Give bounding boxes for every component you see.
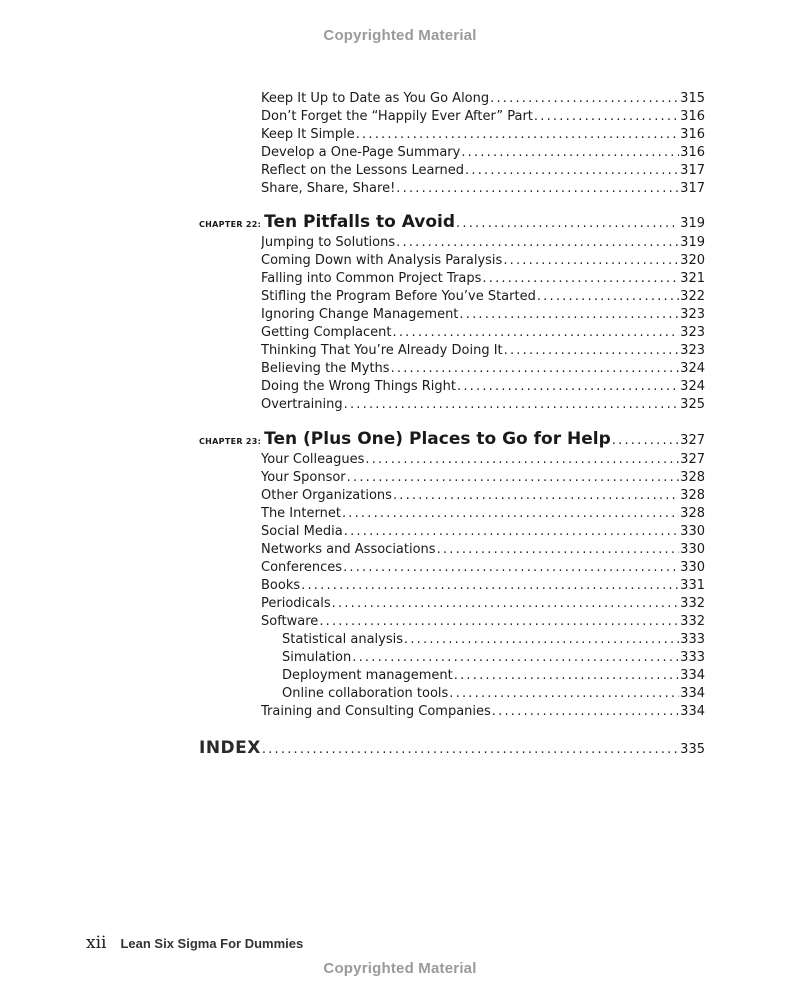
toc-entry[interactable]: Other Organizations ..... 328 [261,487,705,505]
chapter-23-heading[interactable]: CHAPTER 23: Ten (Plus One) Places to Go for Help ..... 327 [199,427,705,451]
toc-entry[interactable]: Coming Down with Analysis Paralysis ..... 320 [261,252,705,270]
toc-entry[interactable]: Falling into Common Project Traps ..... 321 [261,270,705,288]
toc-entry[interactable]: Ignoring Change Management ..... 323 [261,306,705,324]
chapter-label: CHAPTER 23: [199,437,262,446]
watermark-bottom: Copyrighted Material [323,960,477,977]
toc-entry[interactable]: Keep It Up to Date as You Go Along ..... 315 [261,90,705,108]
toc-entry[interactable]: Conferences ..... 330 [261,559,705,577]
page-footer [86,933,303,953]
toc-entry[interactable]: Develop a One-Page Summary ..... 316 [261,144,705,162]
toc-entry[interactable]: Getting Complacent ..... 323 [261,324,705,342]
chapter-title: Ten Pitfalls to Avoid [264,212,456,232]
toc-entry[interactable]: The Internet ..... 328 [261,505,705,523]
toc-entry[interactable]: Keep It Simple ..... 316 [261,126,705,144]
chapter-label: CHAPTER 22: [199,220,262,229]
toc-entry[interactable]: Stifling the Program Before You’ve Started ..... 322 [261,288,705,306]
watermark-top: Copyrighted Material [323,27,477,44]
chapter-title: Ten (Plus One) Places to Go for Help [264,429,611,449]
toc-entry[interactable]: Social Media ..... 330 [261,523,705,541]
toc-entry[interactable]: Share, Share, Share! ..... 317 [261,180,705,198]
toc-entry[interactable]: Don’t Forget the “Happily Ever After” Part ..... 316 [261,108,705,126]
toc-entry[interactable]: Your Colleagues ..... 327 [261,451,705,469]
toc-entry[interactable]: Doing the Wrong Things Right ..... 324 [261,378,705,396]
toc-entry[interactable]: Reflect on the Lessons Learned ..... 317 [261,162,705,180]
toc-entry[interactable]: Periodicals ..... 332 [261,595,705,613]
index-entry[interactable]: INDEX ..... 335 [199,736,705,760]
toc-subentry[interactable]: Simulation ..... 333 [282,649,705,667]
page-number: xii [86,933,107,953]
toc-entry[interactable]: Your Sponsor ..... 328 [261,469,705,487]
toc-entry[interactable]: Training and Consulting Companies ..... 334 [261,703,705,721]
toc-entry[interactable]: Jumping to Solutions ..... 319 [261,234,705,252]
chapter-22-heading[interactable]: CHAPTER 22: Ten Pitfalls to Avoid ..... 319 [199,210,705,234]
book-title: Lean Six Sigma For Dummies [120,936,304,951]
toc-entry[interactable]: Believing the Myths ..... 324 [261,360,705,378]
toc-subentry[interactable]: Statistical analysis ..... 333 [282,631,705,649]
toc-entry[interactable]: Thinking That You’re Already Doing It ..... 323 [261,342,705,360]
toc-entry[interactable]: Overtraining ..... 325 [261,396,705,414]
toc-entry[interactable]: Networks and Associations ..... 330 [261,541,705,559]
toc-subentry[interactable]: Deployment management ..... 334 [282,667,705,685]
toc-entry[interactable]: Software ..... 332 [261,613,705,631]
toc-subentry[interactable]: Online collaboration tools ..... 334 [282,685,705,703]
toc-entry[interactable]: Books ..... 331 [261,577,705,595]
